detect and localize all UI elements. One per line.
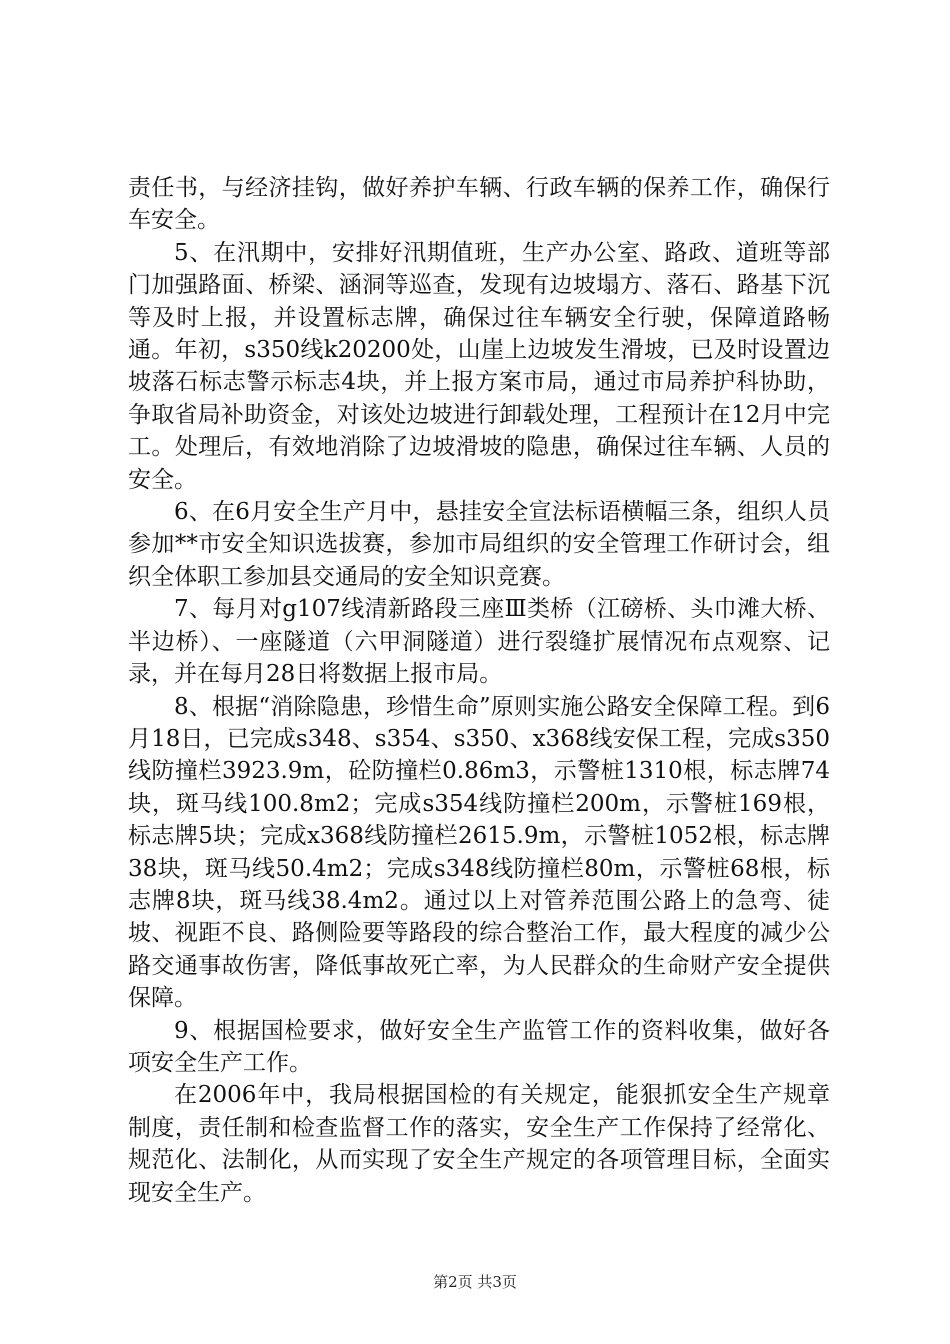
paragraph-item-8: 8、根据“消除隐患，珍惜生命”原则实施公路安全保障工程。到6月18日，已完成s348、s354、s350、x368线安保工程，完成s350线防撞栏3923.9m，砼防撞栏0.86m3，示警桩1310根，标志牌74块，斑马线100.8m2；完成s354线防撞栏200m，示警桩169根，标志牌5块；完成x368线防撞栏2615.9m，示警桩1052根，标志牌38块，斑马线50.4m2；完成s348线防撞栏80m，示警桩68根，标志牌8块，斑马线38.4m2。通过以上对管养范围公路上的急弯、徒坡、视距不良、路侧险要等路段的综合整治工作，最大程度的减少公路交通事故伤害，降低事故死亡率，为人民群众的生命财产安全提供保障。 bbox=[128, 693, 830, 1012]
paragraph-item-7: 7、每月对g107线清新路段三座Ⅲ类桥（江磅桥、头巾滩大桥、半边桥）、一座隧道（六甲洞隧道）进行裂缝扩展情况布点观察、记录，并在每月28日将数据上报市局。 bbox=[128, 596, 830, 688]
paragraph-continuation: 责任书，与经济挂钩，做好养护车辆、行政车辆的保养工作，确保行车安全。 bbox=[128, 175, 830, 234]
document-body bbox=[128, 172, 830, 1209]
paragraph-item-9: 9、根据国检要求，做好安全生产监管工作的资料收集，做好各项安全生产工作。 bbox=[128, 1017, 830, 1076]
page-number-footer: 第2页 共3页 bbox=[433, 1273, 517, 1291]
paragraph-summary: 在2006年中，我局根据国检的有关规定，能狠抓安全生产规章制度，责任制和检查监督工作的落实，安全生产工作保持了经常化、规范化、法制化，从而实现了安全生产规定的各项管理目标，全面实现安全生产。 bbox=[128, 1082, 830, 1206]
paragraph-item-6: 6、在6月安全生产月中，悬挂安全宣法标语横幅三条，组织人员参加**市安全知识选拔赛，参加市局组织的安全管理工作研讨会，组织全体职工参加县交通局的安全知识竞赛。 bbox=[128, 499, 830, 590]
paragraph-item-5: 5、在汛期中，安排好汛期值班，生产办公室、路政、道班等部门加强路面、桥梁、涵洞等巡查，发现有边坡塌方、落石、路基下沉等及时上报，并设置标志牌，确保过往车辆安全行驶，保障道路畅通。年初，s350线k20200处，山崖上边坡发生滑坡，已及时设置边坡落石标志警示标志4块，并上报方案市局，通过市局养护科协助，争取省局补助资金，对该处边坡进行卸载处理，工程预计在12月中完工。处理后，有效地消除了边坡滑坡的隐患，确保过往车辆、人员的安全。 bbox=[128, 239, 830, 493]
